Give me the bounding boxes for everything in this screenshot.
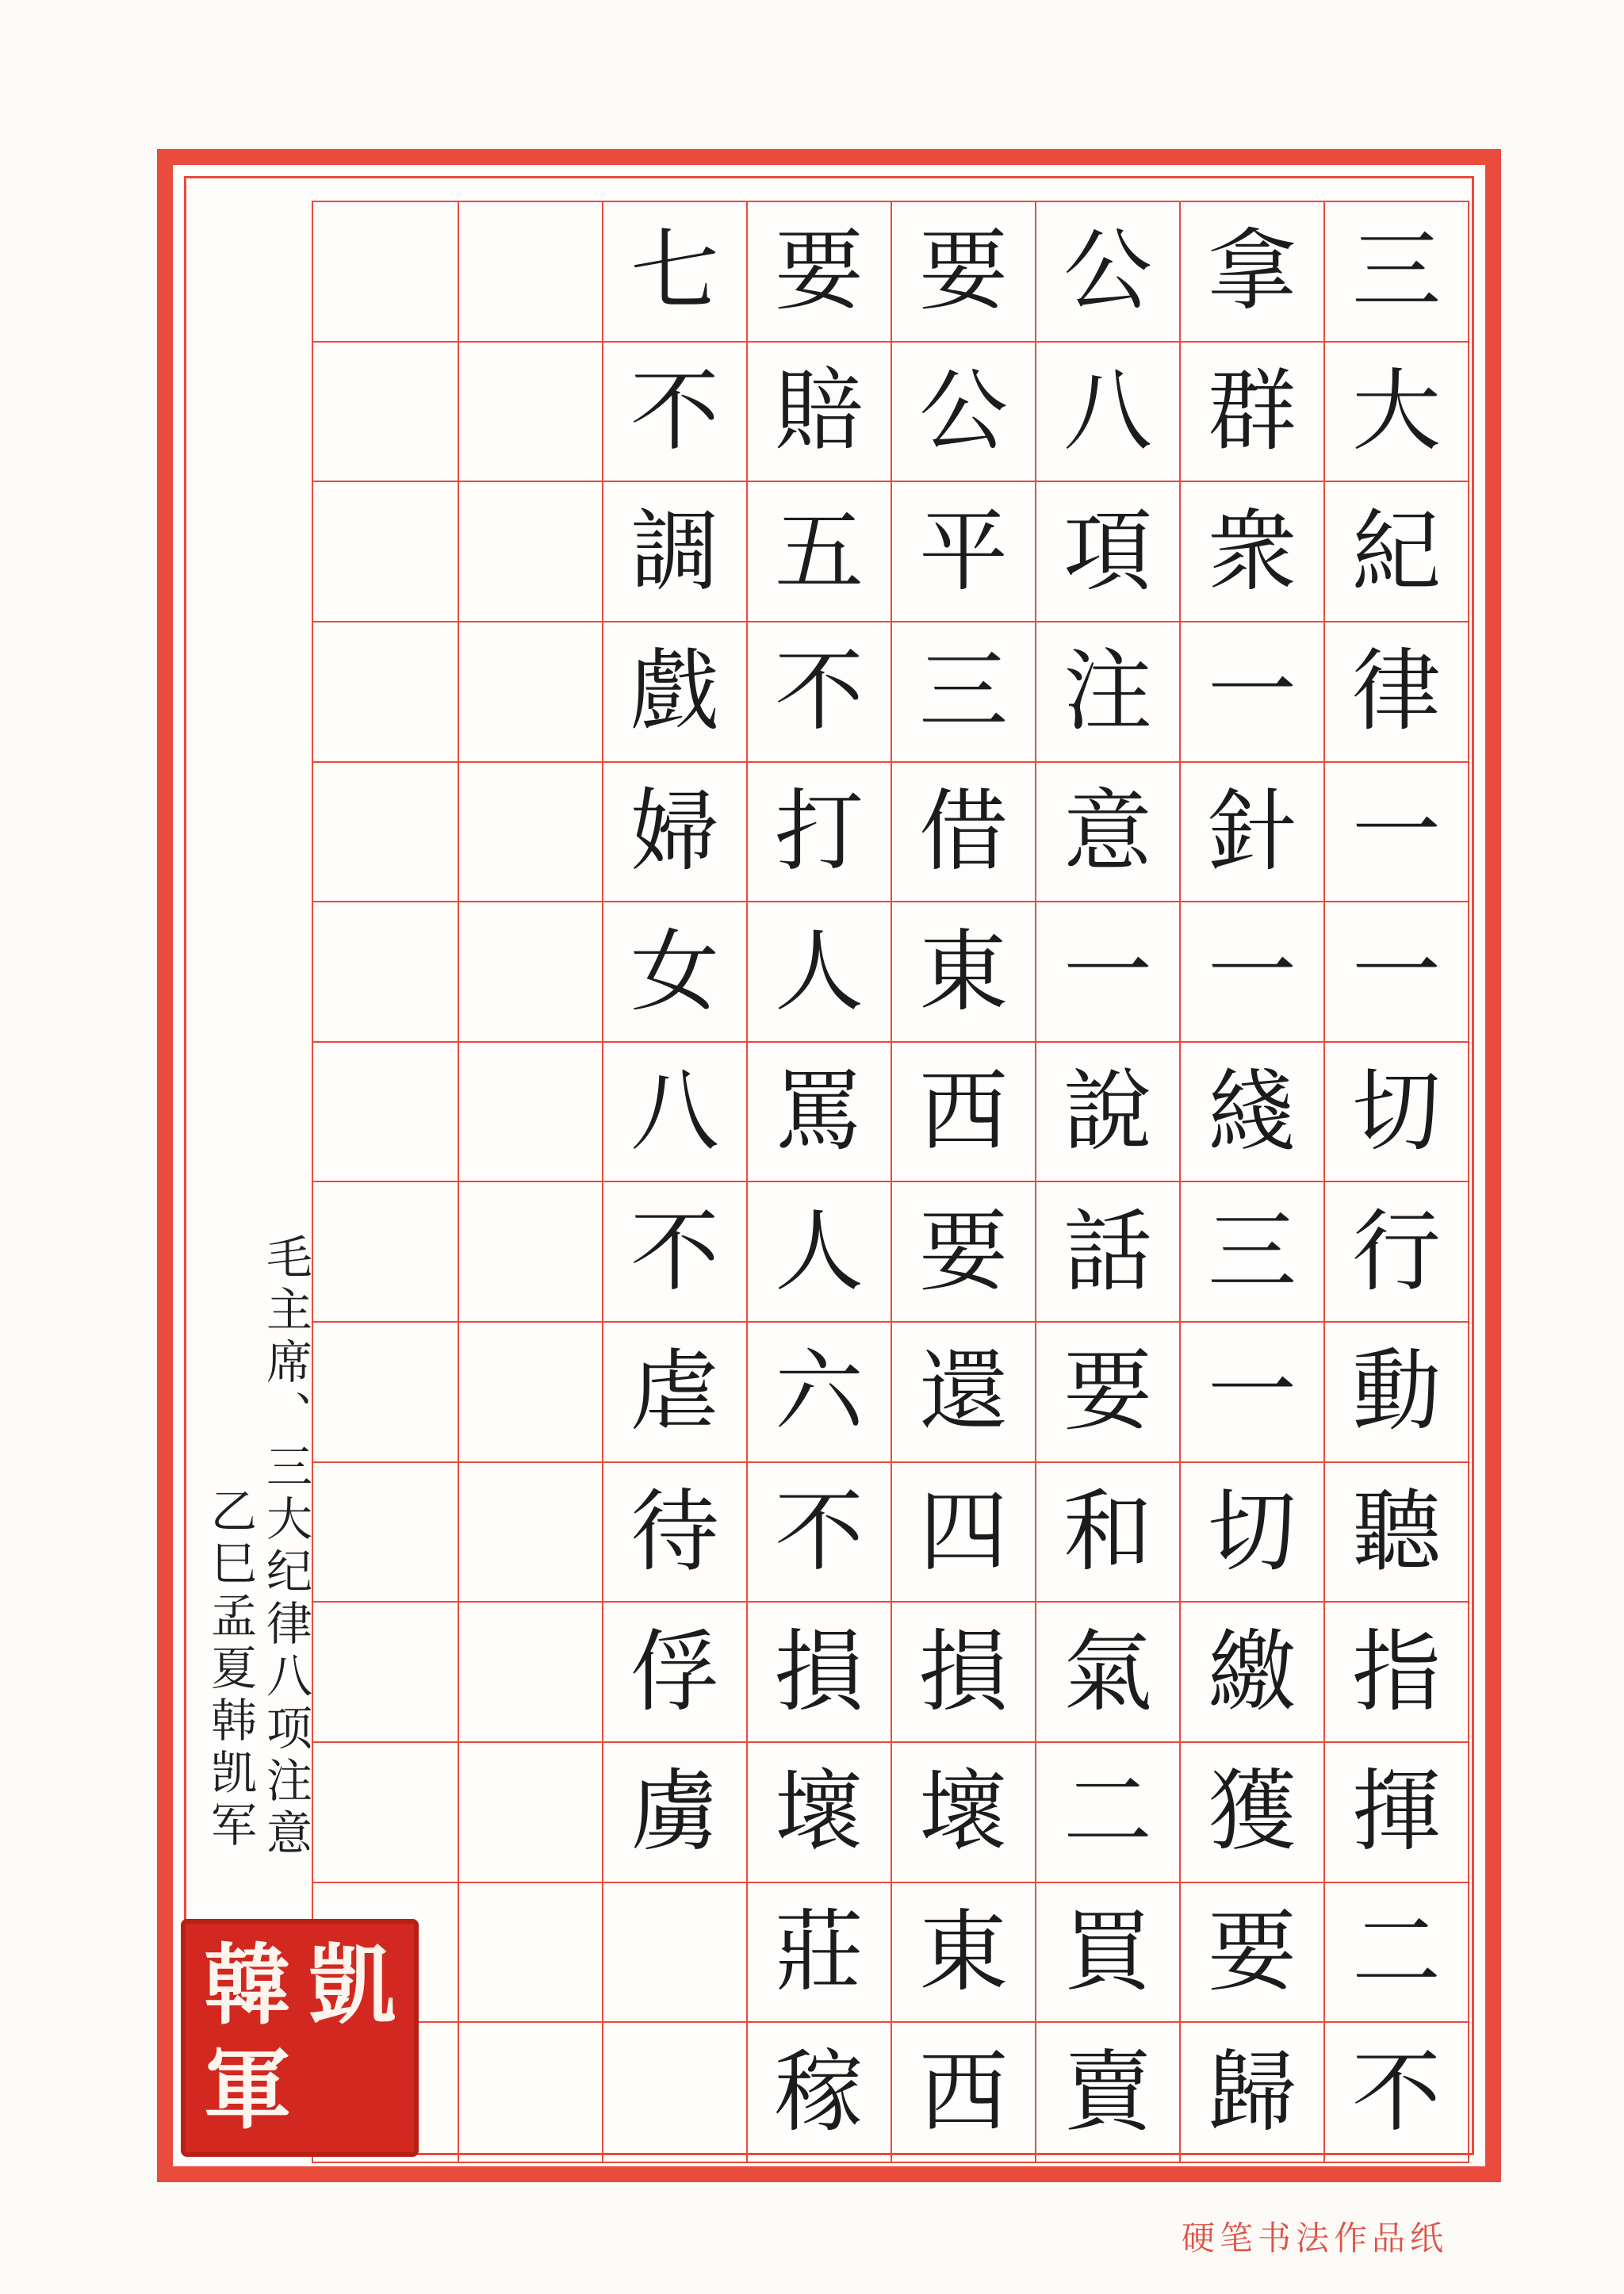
grid-cell: 五 (748, 482, 891, 622)
grid-cell: 莊 (748, 1883, 891, 2024)
grid-cell: 八 (603, 1043, 746, 1183)
grid-cell: 切 (1325, 1043, 1468, 1183)
grid-cell: 借 (892, 763, 1035, 903)
grid-cell: 和 (1036, 1463, 1179, 1603)
paper-frame (157, 149, 1501, 2182)
grid-cell: 稼 (775, 2040, 864, 2144)
grid-cell (313, 1182, 458, 1323)
grid-cell: 婦 (603, 763, 746, 903)
grid-cell: 動 (1325, 1323, 1468, 1463)
grid-cell: 不 (603, 1182, 746, 1323)
grid-cell: 說 (1036, 1043, 1179, 1183)
grid-cell: 待 (603, 1463, 746, 1603)
grid-cell: 人 (748, 902, 891, 1043)
grid-cell (313, 1743, 458, 1883)
grid-column (746, 202, 891, 2162)
grid-cell: 戲 (603, 622, 746, 763)
grid-cell: 虐 (603, 1323, 746, 1463)
grid-cell: 聽 (1325, 1463, 1468, 1603)
grid-cell: 綫 (1181, 1043, 1323, 1183)
grid-cell: 調 (603, 482, 746, 622)
grid-cell (459, 2023, 602, 2162)
grid-cell: 紀 (1325, 482, 1468, 622)
grid-cell: 切 (1181, 1463, 1323, 1603)
grid-cell: 公 (1036, 202, 1179, 343)
grid-cell: 賠 (748, 343, 891, 483)
grid-cell: 虜 (603, 1743, 746, 1883)
grid-cell (459, 622, 602, 763)
grid-cell: 七 (603, 202, 746, 343)
grid-cell (459, 1323, 602, 1463)
seal-char: 軍 (204, 2039, 291, 2141)
grid-cell: 東 (892, 1883, 1035, 2024)
grid-cell (459, 482, 602, 622)
grid-cell: 要 (892, 1182, 1035, 1323)
grid-column (313, 202, 458, 2162)
grid-cell: 壞 (892, 1743, 1035, 1883)
grid-cell: 繳 (1181, 1603, 1323, 1743)
grid-cell (313, 1043, 458, 1183)
grid-cell (459, 202, 602, 343)
grid-cell: 注 (1036, 622, 1179, 763)
grid-cell: 公 (892, 343, 1035, 483)
grid-cell (459, 343, 602, 483)
grid-cell: 要 (748, 202, 891, 343)
grid-cell: 東 (892, 902, 1035, 1043)
seal-char (300, 2038, 404, 2143)
grid-cell: 要 (892, 202, 1035, 343)
grid-cell: 話 (1036, 1182, 1179, 1323)
grid-cell (459, 763, 602, 903)
grid-cell: 一 (1325, 902, 1468, 1043)
grid-cell: 打 (748, 763, 891, 903)
grid-cell: 三 (1181, 1182, 1323, 1323)
grid-cell: 律 (1325, 622, 1468, 763)
grid-column (458, 202, 602, 2162)
grid-column (1035, 202, 1179, 2162)
grid-cell: 拿 (1181, 202, 1323, 343)
grid-cell: 一 (1181, 902, 1323, 1043)
grid-cell (459, 1463, 602, 1603)
grid-cell: 不 (748, 622, 891, 763)
grid-cell (459, 1743, 602, 1883)
grid-cell: 歸 (1208, 2040, 1297, 2144)
grid-cell: 西 (892, 1043, 1035, 1183)
grid-column (602, 202, 746, 2162)
seal-char: 凱 (308, 1934, 396, 2036)
grid-cell: 買 (1036, 1883, 1179, 2024)
grid-cell: 意 (1036, 763, 1179, 903)
grid-cell: 人 (748, 1182, 891, 1323)
grid-cell: 要 (1181, 1883, 1323, 2024)
grid-cell: 四 (892, 1463, 1035, 1603)
grid-cell: 不 (603, 343, 746, 483)
grid-cell: 群 (1181, 343, 1323, 483)
inscription-line-2: 乙巳孟夏韩凯军 (203, 1487, 257, 1853)
grid-cell (313, 763, 458, 903)
grid-cell: 平 (892, 482, 1035, 622)
grid-cell: 行 (1325, 1182, 1468, 1323)
grid-column (1323, 202, 1468, 2162)
grid-cell: 俘 (603, 1603, 746, 1743)
grid-cell: 氣 (1036, 1603, 1179, 1743)
grid-cell: 一 (1181, 622, 1323, 763)
grid-cell: 指 (1325, 1603, 1468, 1743)
grid-cell: 西 (919, 2040, 1008, 2144)
grid-cell: 賣 (1063, 2040, 1152, 2144)
seal-char: 韓 (204, 1934, 291, 2036)
paper-brand-label: 硬笔书法作品纸 (1182, 2219, 1449, 2258)
grid-cell: 三 (1325, 202, 1468, 343)
grid-cell (313, 902, 458, 1043)
grid-cell: 揮 (1325, 1743, 1468, 1883)
grid-cell: 一 (1181, 1323, 1323, 1463)
grid-cell (313, 482, 458, 622)
calligraphy-grid (312, 201, 1469, 2163)
grid-cell (313, 343, 458, 483)
grid-cell: 三 (892, 622, 1035, 763)
grid-cell (603, 2023, 746, 2162)
grid-column (891, 202, 1035, 2162)
grid-cell: 二 (1325, 1883, 1468, 2024)
grid-cell: 還 (892, 1323, 1035, 1463)
grid-cell: 一 (1325, 763, 1468, 903)
grid-cell: 不 (748, 1463, 891, 1603)
grid-cell: 六 (748, 1323, 891, 1463)
grid-cell: 八 (1036, 343, 1179, 483)
grid-cell (459, 1182, 602, 1323)
grid-cell: 獲 (1181, 1743, 1323, 1883)
grid-cell: 損 (892, 1603, 1035, 1743)
grid-cell: 衆 (1181, 482, 1323, 622)
grid-cell (313, 1463, 458, 1603)
grid-cell (313, 1603, 458, 1743)
grid-cell (313, 1323, 458, 1463)
grid-cell: 不 (1352, 2040, 1441, 2144)
grid-cell (603, 1883, 746, 2024)
grid-cell (313, 202, 458, 343)
grid-cell (459, 902, 602, 1043)
grid-cell: 要 (1036, 1323, 1179, 1463)
inscription-line-1: 毛主席、三大纪律八项注意 (259, 1233, 312, 1861)
grid-cell: 壞 (748, 1743, 891, 1883)
grid-cell (313, 622, 458, 763)
grid-cell: 針 (1181, 763, 1323, 903)
red-seal-stamp (181, 1919, 419, 2157)
grid-cell (459, 1603, 602, 1743)
grid-cell: 罵 (748, 1043, 891, 1183)
grid-cell: 損 (748, 1603, 891, 1743)
grid-column (1179, 202, 1323, 2162)
grid-cell: 項 (1036, 482, 1179, 622)
grid-cell (459, 1043, 602, 1183)
grid-cell (459, 1883, 602, 2024)
grid-cell: 大 (1325, 343, 1468, 483)
grid-cell: 二 (1036, 1743, 1179, 1883)
grid-cell: 一 (1036, 902, 1179, 1043)
grid-cell: 女 (603, 902, 746, 1043)
